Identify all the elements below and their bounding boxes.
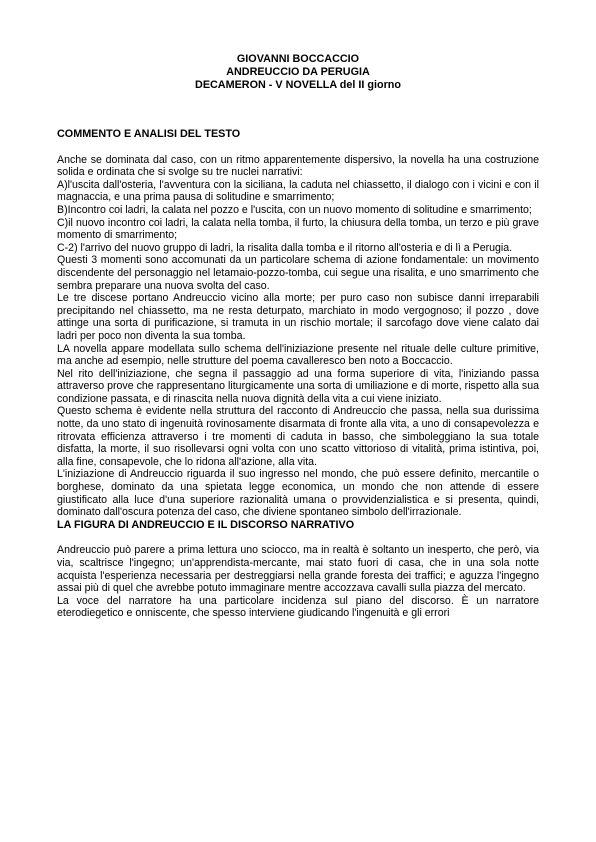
paragraph: LA novella appare modellata sullo schema dell'iniziazione presente nel rituale delle culture primitive, ma anche ad esempio, nelle strutture del poema cavalleresco ben noto a Boccaccio.: [57, 342, 539, 368]
work-title: ANDREUCCIO DA PERUGIA: [226, 66, 370, 78]
paragraph: La voce del narratore ha una particolare incidenza sul piano del discorso. È un narratore eterodiegetico e onniscente, che spesso interviene giudicando l'ingenuità e gli errori: [57, 594, 539, 620]
document-page: [57, 53, 539, 620]
paragraph: A)l'uscita dall'osteria, l'avventura con la siciliana, la caduta nel chiassetto, il dialogo con i vicini e con il magnaccia, e una prima pausa di solitudine e smarrimento;: [57, 178, 539, 204]
title-block: [57, 53, 539, 92]
paragraph: C-2) l'arrivo del nuovo gruppo di ladri, la risalita dalla tomba e il ritorno all'osteria e di lì a Perugia.: [57, 241, 513, 254]
paragraph: Le tre discese portano Andreuccio vicino alla morte; per puro caso non subisce danni irreparabili precipitando nel chiassetto, ma ne resta deturpato, marchiato in modo vergognoso; il pozzo , dove attinge una sorta di purificazione, si tramuta in un rischio mortale; il sarcofago dove viene calato dai ladri per poco non diventa la sua tomba.: [57, 292, 539, 342]
paragraph: Andreuccio può parere a prima lettura uno sciocco, ma in realtà è soltanto un inesperto, che però, via via, scaltrisce l'ingegno; un'apprendista-mercante, mai stato fuori di casa, che in una sola notte acquista l'esperienza necessaria per destreggiarsi nella grande foresta dei traffici; e aguzza l'ingegno assai più di quel che avrebbe potuto immaginare mentre accozzava cavalli sulla piazza del mercato.: [57, 544, 539, 595]
paragraph: L'iniziazione di Andreuccio riguarda il suo ingresso nel mondo, che può essere definito, mercantile o borghese, dominato da una spietata legge economica, un mondo che non attende di essere giustificato alla luce d'una superiore razionalità umana o provvidenzialistica e si presenta, quindi, dominato dall'oscura potenza del caso, che diviene spontaneo simbolo dell'irrazionale.: [57, 468, 539, 519]
paragraph: Questo schema è evidente nella struttura del racconto di Andreuccio che passa, nella sua durissima notte, da uno stato di ingenuità rovinosamente disarmata di fronte alla vita, a uno di consapevolezza e ritrovata efficienza attraverso i tre momenti di caduta in basso, che simboleggiano la sua totale disfatta, la morte, il suo risollevarsi ogni volta con uno scatto vittorioso di vitalità, prima istintiva, poi, alla fine, consapevole, che lo ridona all'azione, alla vita.: [57, 405, 539, 468]
author-name: GIOVANNI BOCCACCIO: [236, 53, 360, 65]
paragraph: Anche se dominata dal caso, con un ritmo apparentemente dispersivo, la novella ha una costruzione solida e ordinata che si svolge su tre nuclei narrativi:: [57, 153, 539, 179]
section-heading-commento: COMMENTO E ANALISI DEL TESTO: [57, 128, 241, 140]
paragraph: Nel rito dell'iniziazione, che segna il passaggio ad una forma superiore di vita, l'iniziando passa attraverso prove che rappresentano liturgicamente una sorta di umiliazione e di morte, rispetto alla sua condizione passata, e di rinascita nella nuova dignità della vita a cui viene iniziato.: [57, 367, 539, 405]
paragraph: C)il nuovo incontro coi ladri, la calata nella tomba, il furto, la chiusura della tomba, un terzo e più grave momento di smarrimento;: [57, 216, 539, 242]
paragraph: Questi 3 momenti sono accomunati da un particolare schema di azione fondamentale: un movimento discendente del personaggio nel letamaio-pozzo-tomba, cui segue una risalita, e uno smarrimento che sembra preparare una nuova svolta del caso.: [57, 254, 539, 292]
work-subtitle: DECAMERON - V NOVELLA del II giorno: [195, 79, 401, 91]
section-heading-figura: LA FIGURA DI ANDREUCCIO E IL DISCORSO NARRATIVO: [57, 518, 355, 531]
paragraph: B)Incontro coi ladri, la calata nel pozzo e l'uscita, con un nuovo momento di solitudine e smarrimento;: [57, 203, 532, 216]
